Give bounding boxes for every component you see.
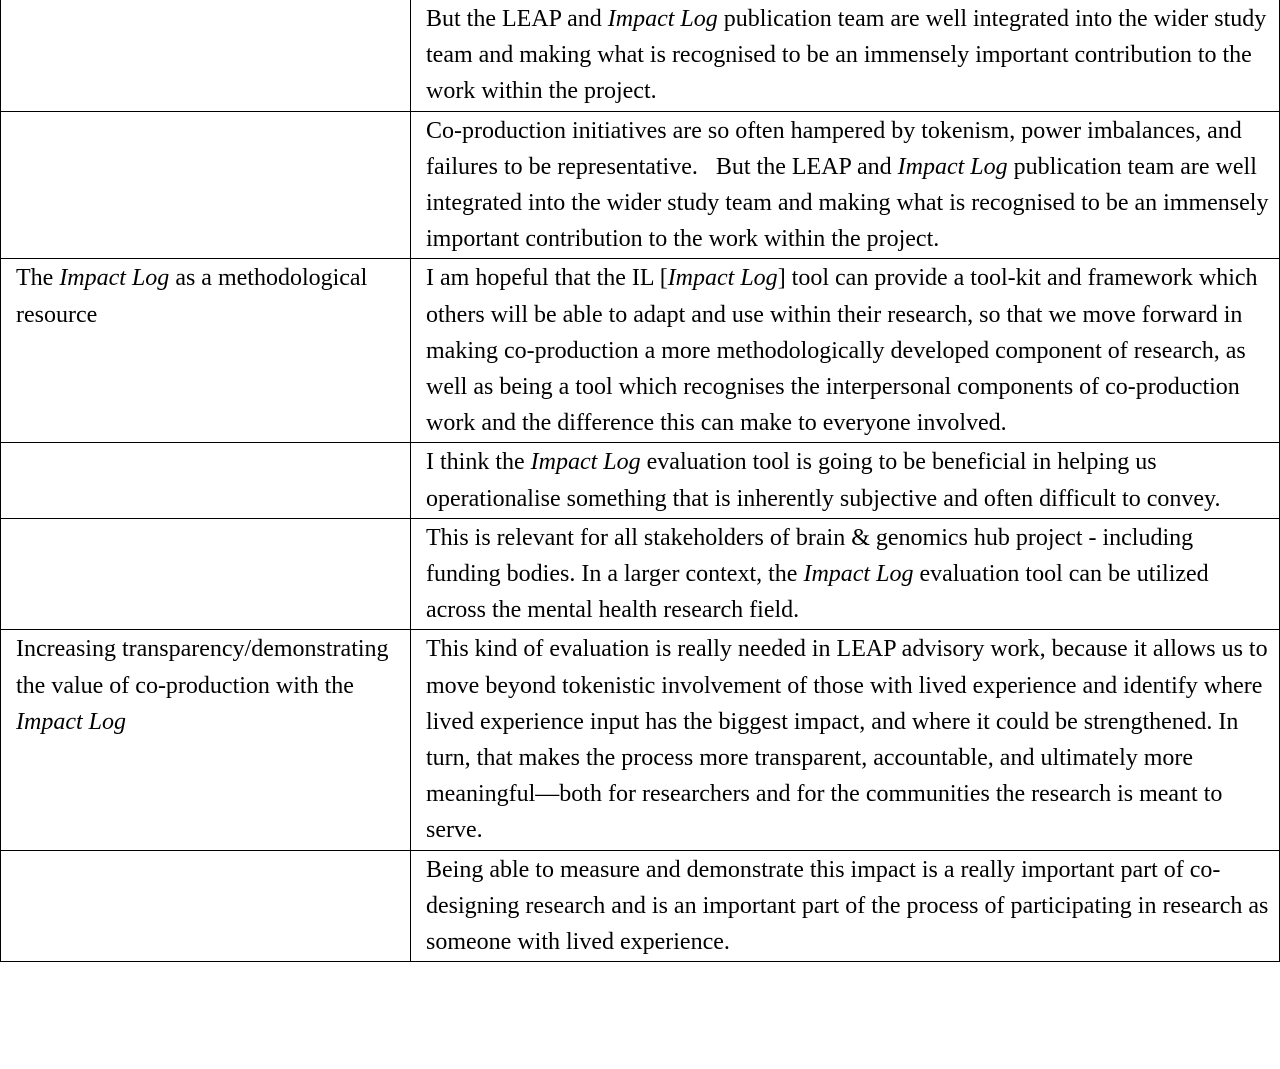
table-row xyxy=(1,630,1280,850)
theme-cell xyxy=(1,443,411,518)
text-segment: ] tool can provide a tool-kit and framework which others will be able to adapt and use within their research, so that we move forward in making co-production a more methodologically developed component of research, as well as being a tool which recognises the interpersonal components of co-production work and the difference this can make to everyone involved. xyxy=(426,265,1258,437)
quote-cell xyxy=(411,259,1280,443)
text-segment: publication team are well integrated into the wider study team and making what is recognised to be an immensely important contribution to the work within the project. xyxy=(426,6,1267,105)
text-segment: Co-production initiatives are so often hampered by tokenism, power imbalances, and failures to be representative. But the LEAP and xyxy=(426,117,1242,180)
table-row xyxy=(1,0,1280,111)
quote-cell xyxy=(411,850,1280,962)
quote-cell xyxy=(411,443,1280,518)
text-segment: evaluation tool can be utilized across the mental health research field. xyxy=(426,561,1209,624)
table-row xyxy=(1,259,1280,443)
text-segment: as a methodological resource xyxy=(16,265,368,328)
quotes-table-body xyxy=(1,0,1280,962)
text-segment: evaluation tool is going to be beneficial in helping us operationalise something that is inherently subjective and often difficult to convey. xyxy=(426,449,1221,512)
quote-cell xyxy=(411,0,1280,111)
quote-cell xyxy=(411,518,1280,630)
theme-cell xyxy=(1,259,411,443)
text-segment: This kind of evaluation is really needed in LEAP advisory work, because it allows us to move beyond tokenistic involvement of those with lived experience and identify where lived experience input has the biggest impact, and where it could be strengthened. In turn, that makes the process more transparent, accountable, and ultimately more meaningful—both for researchers and for the communities the research is meant to serve. xyxy=(426,636,1268,844)
theme-cell xyxy=(1,111,411,259)
table-row xyxy=(1,850,1280,962)
theme-cell xyxy=(1,630,411,850)
theme-cell xyxy=(1,518,411,630)
italic-text-segment: Impact Log xyxy=(16,708,126,735)
theme-cell xyxy=(1,0,411,111)
table-row xyxy=(1,518,1280,630)
text-segment: The xyxy=(16,265,60,292)
quote-cell xyxy=(411,111,1280,259)
text-segment: This is relevant for all stakeholders of brain & genomics hub project - including funding bodies. In a larger context, the xyxy=(426,524,1194,588)
italic-text-segment: Impact Log xyxy=(667,265,778,292)
text-segment: I am hopeful that the IL [ xyxy=(426,265,668,292)
quote-cell xyxy=(411,630,1280,850)
theme-cell xyxy=(1,850,411,962)
table-row xyxy=(1,443,1280,518)
text-segment: Increasing transparency/demonstrating the value of co-production with the xyxy=(16,636,389,699)
italic-text-segment: Impact Log xyxy=(530,449,641,476)
italic-text-segment: Impact Log xyxy=(897,153,1008,180)
text-segment: I think the xyxy=(426,449,531,476)
italic-text-segment: Impact Log xyxy=(59,265,170,292)
table-row xyxy=(1,111,1280,259)
italic-text-segment: Impact Log xyxy=(803,561,914,588)
text-segment: But the LEAP and xyxy=(426,6,608,32)
text-segment: Being able to measure and demonstrate this impact is a really important part of co-designing research and is an important part of the process of participating in research as someone with lived experience. xyxy=(426,856,1269,956)
text-segment: publication team are well integrated into the wider study team and making what is recognised to be an immensely important contribution to the work within the project. xyxy=(426,153,1269,253)
italic-text-segment: Impact Log xyxy=(607,6,718,32)
